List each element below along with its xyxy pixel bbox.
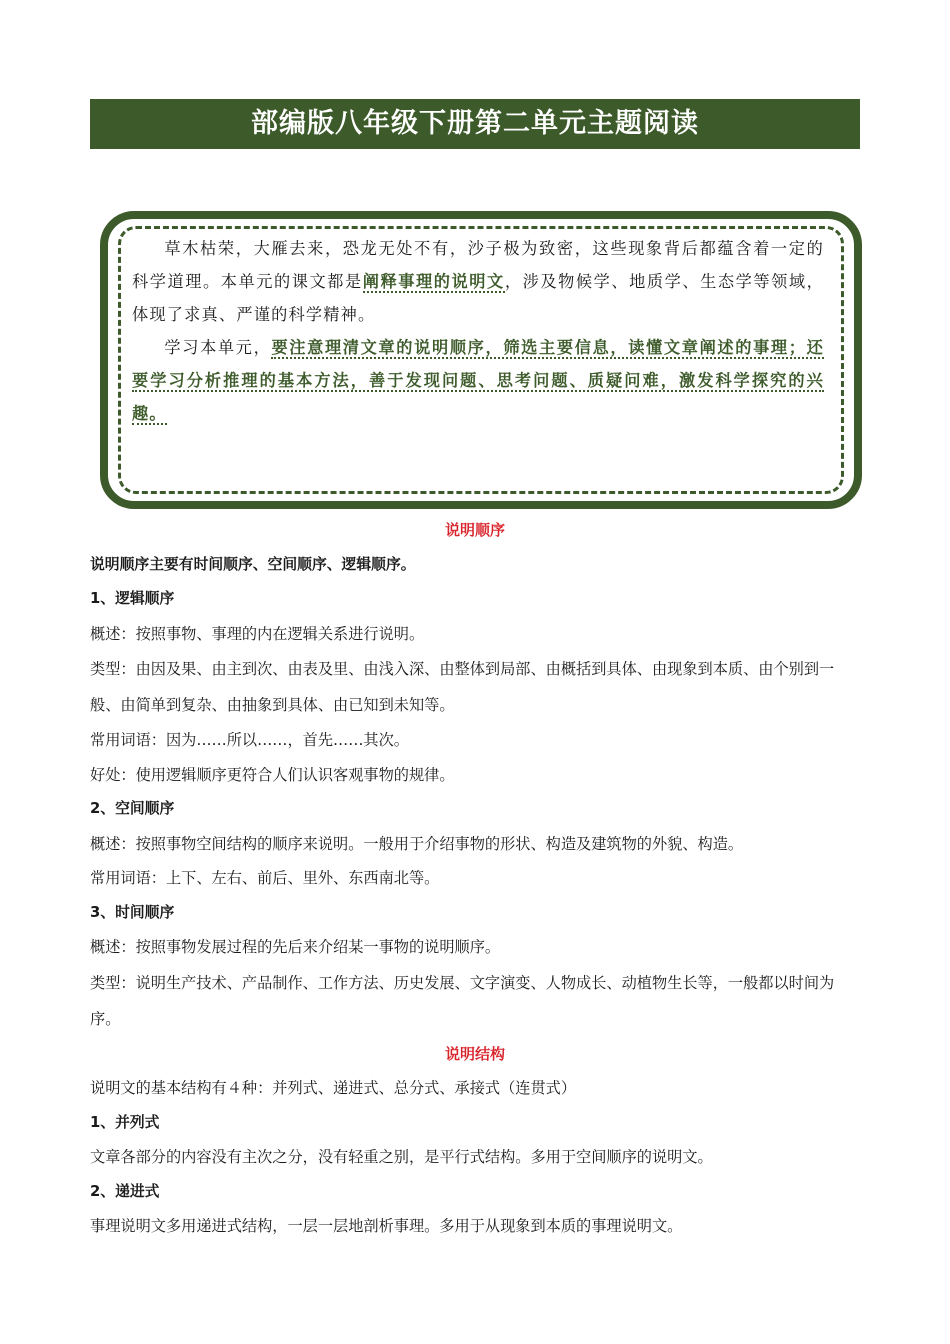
progressive-title: 2、递进式 — [90, 1182, 160, 1200]
structure-summary: 说明文的基本结构有４种：并列式、递进式、总分式、承接式（连贯式） — [90, 1079, 576, 1097]
intro-p1-highlight: 阐释事理的说明文 — [362, 272, 505, 291]
space-order-title: 2、空间顺序 — [90, 800, 175, 817]
logic-order-types: 类型：由因及果、由主到次、由表及里、由浅入深、由整体到局部、由概括到具体、由现象到本质、由个别到一般、由简单到复杂、由抽象到具体、由已知到未知等。 — [90, 660, 835, 714]
space-order-words: 常用词语：上下、左右、前后、里外、东西南北等。 — [90, 869, 440, 887]
intro-p1-text: 草木枯荣，大雁去来，恐龙无处不有，沙子极为致密，这些现象背后都蕴含着一定的科学道理。本单元的课文都是 — [132, 239, 824, 291]
main-content — [90, 513, 860, 1244]
logic-order-benefit: 好处：使用逻辑顺序更符合人们认识客观事物的规律。 — [90, 765, 455, 784]
space-order-overview: 概述：按照事物空间结构的顺序来说明。一般用于介绍事物的形状、构造及建筑物的外貌、构造。 — [90, 834, 744, 853]
intro-p1-text-end: ，涉及物候学、地质学、生态学等领域，体现了求真、严谨的科学精神。 — [132, 272, 824, 324]
logic-order-words: 常用词语：因为……所以……，首先……其次。 — [90, 731, 409, 749]
section-heading-order: 说明顺序 — [444, 521, 505, 539]
section-heading-structure: 说明结构 — [444, 1044, 505, 1063]
progressive-text: 事理说明文多用递进式结构，一层一层地剖析事理。多用于从现象到本质的事理说明文。 — [90, 1217, 683, 1235]
page-title: 部编版八年级下册第二单元主题阅读 — [90, 99, 860, 149]
parallel-text: 文章各部分的内容没有主次之分，没有轻重之别，是平行式结构。多用于空间顺序的说明文。 — [90, 1148, 713, 1166]
intro-p2-highlight: 要注意理清文章的说明顺序，筛选主要信息，读懂文章阐述的事理；还要学习分析推理的基本方法，善于发现问题、思考问题、质疑问难，激发科学探究的兴趣。 — [132, 338, 825, 423]
time-order-title: 3、时间顺序 — [90, 903, 175, 921]
parallel-title: 1、并列式 — [90, 1113, 160, 1131]
intro-p2-text: 学习本单元， — [164, 338, 272, 357]
time-order-types: 类型：说明生产技术、产品制作、工作方法、历史发展、文字演变、人物成长、动植物生长等，一般都以时间为序。 — [90, 973, 835, 1028]
logic-order-overview: 概述：按照事物、事理的内在逻辑关系进行说明。 — [90, 624, 425, 643]
time-order-overview: 概述：按照事物发展过程的先后来介绍某一事物的说明顺序。 — [90, 938, 501, 956]
logic-order-title: 1、逻辑顺序 — [90, 590, 175, 607]
intro-text — [132, 232, 824, 430]
order-summary: 说明顺序主要有时间顺序、空间顺序、逻辑顺序。 — [90, 555, 416, 573]
intro-paragraph-1 — [132, 232, 824, 331]
intro-paragraph-2 — [132, 331, 824, 430]
